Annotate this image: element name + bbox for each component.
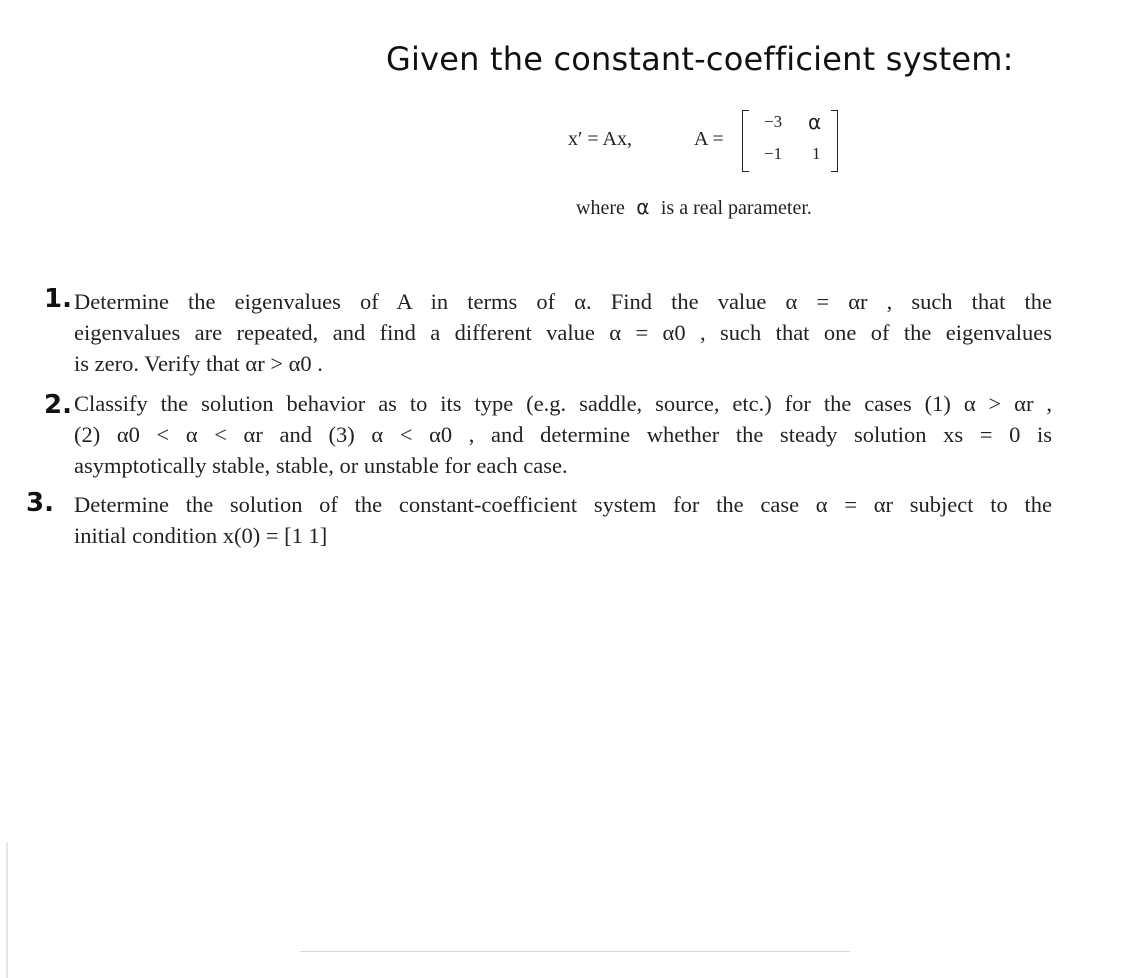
problem-1-line-2: eigenvalues are repeated, and find a different value α = α0 , such that one of the eigenvalues — [74, 320, 1052, 345]
problem-2-line-2: (2) α0 < α < αr and (3) α < α0 , and determine whether the steady solution xs = 0 is — [74, 422, 1052, 447]
handwritten-alpha: α — [636, 195, 650, 219]
where-word: where — [576, 197, 625, 219]
matrix-cell-21: −1 — [764, 144, 783, 163]
matrix-right-bracket — [831, 110, 838, 172]
problem-2-line-3: asymptotically stable, stable, or unstable for each case. — [74, 453, 568, 478]
problem-1-line-3: is zero. Verify that αr > α0 . — [74, 351, 323, 376]
matrix-left-bracket — [742, 110, 749, 172]
left-edge-line — [6, 842, 8, 978]
problem-3-number: 3. — [26, 488, 54, 518]
parameter-note — [576, 195, 812, 220]
problem-2-line-1: Classify the solution behavior as to its type (e.g. saddle, source, etc.) for the cases (1) α > αr , — [74, 391, 1052, 416]
where-rest: is a real parameter. — [660, 197, 812, 219]
problem-1-line-1: Determine the eigenvalues of A in terms of α. Find the value α = αr , such that the — [74, 289, 1052, 314]
problem-3-line-1: Determine the solution of the constant-coefficient system for the case α = αr subject to the — [74, 492, 1052, 517]
matrix-cell-11: −3 — [764, 112, 783, 131]
problem-1 — [74, 286, 1052, 379]
problem-2-number: 2. — [44, 390, 72, 420]
problem-3-line-2: initial condition x(0) = [1 1] — [74, 523, 328, 548]
matrix-cell-22: 1 — [812, 144, 821, 163]
problem-2 — [74, 388, 1052, 481]
matrix-label: A = — [694, 128, 724, 150]
matrix-a — [742, 110, 838, 172]
matrix-cell-12: α — [808, 110, 822, 134]
problem-3 — [74, 489, 1052, 551]
system-equation: x′ = Ax, — [568, 128, 632, 150]
bottom-divider — [300, 951, 850, 952]
page-title: Given the constant-coefficient system: — [386, 40, 1014, 78]
problem-1-number: 1. — [44, 284, 72, 314]
